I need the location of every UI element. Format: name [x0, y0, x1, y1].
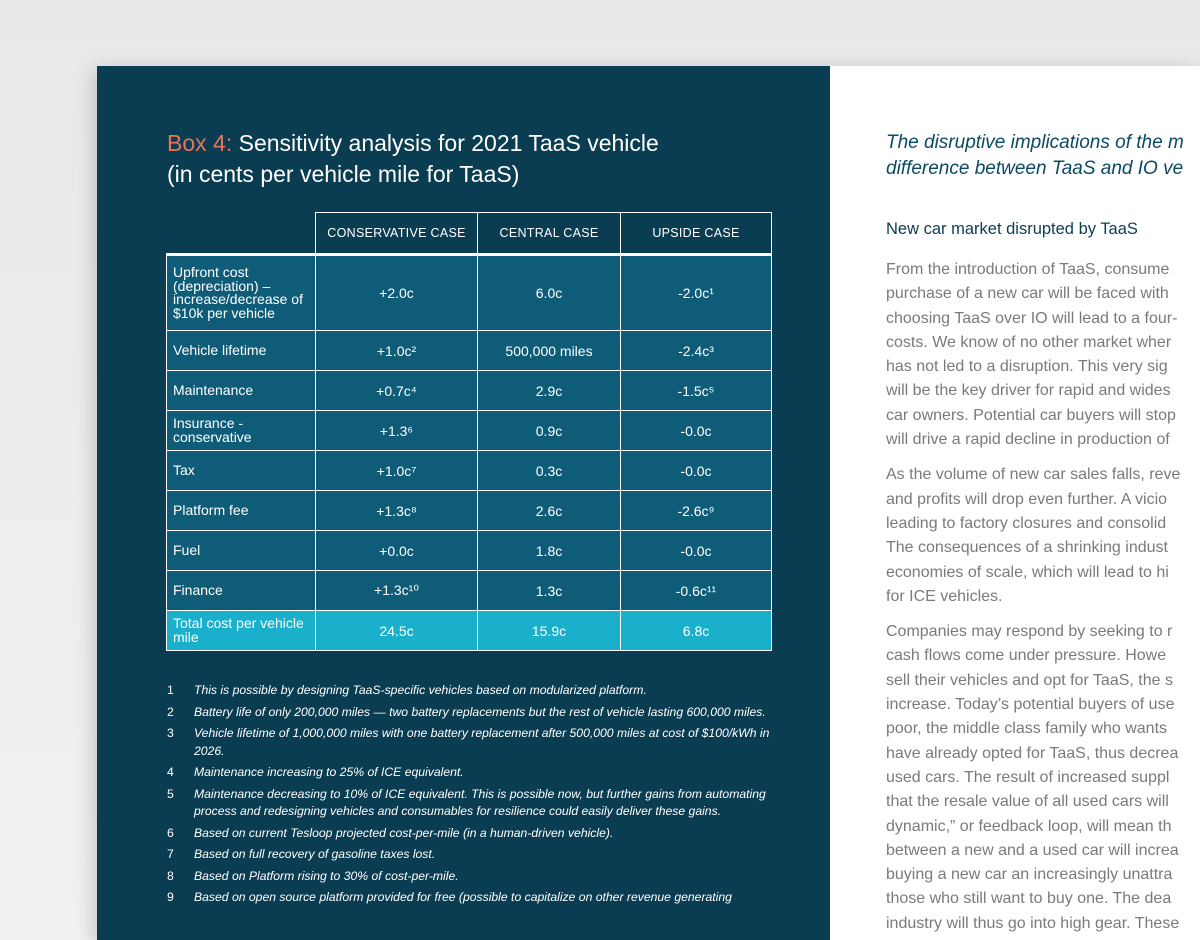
cell-conservative: +1.0c²: [316, 331, 478, 371]
text-line: those who still want to buy one. The dea: [886, 890, 1172, 908]
text-line: will be the key driver for rapid and wides: [886, 382, 1171, 400]
table-row: [167, 411, 772, 451]
footnote-text: Maintenance decreasing to 10% of ICE equivalent. This is possible now, but further gains from automating process and redesigning vehicles and consumables for resilience could easily deliver these gains.: [194, 786, 766, 818]
row-label: Insurance - conservative: [167, 411, 316, 451]
row-label: Fuel: [167, 531, 316, 571]
table-row: [167, 491, 772, 531]
footnote-text: Vehicle lifetime of 1,000,000 miles with one battery replacement after 500,000 miles at cost of $100/kWh in 2026.: [194, 726, 770, 758]
text-line: have already opted for TaaS, thus decrea: [886, 744, 1179, 762]
row-label: Vehicle lifetime: [167, 331, 316, 371]
table-total-row: [167, 611, 772, 651]
cell-conservative: +0.0c: [316, 531, 478, 571]
text-line: costs. We know of no other market wher: [886, 333, 1172, 351]
text-line: leading to factory closures and consolid: [886, 514, 1167, 532]
footnote: [167, 682, 777, 700]
cell-upside: -2.0c¹: [621, 255, 772, 331]
text-line: choosing TaaS over IO will lead to a four-: [886, 309, 1178, 327]
text-line: sell their vehicles and opt for TaaS, the s: [886, 671, 1173, 689]
table-row: [167, 451, 772, 491]
footnote-number: 2: [167, 704, 174, 719]
footnote-text: Based on open source platform provided for free (possible to capitalize on other revenue generating: [194, 890, 732, 904]
cell-central: 1.3c: [478, 571, 621, 611]
row-label: Finance: [167, 571, 316, 611]
header-blank-cell: [167, 213, 316, 255]
footnotes: [167, 682, 777, 911]
footnote: [167, 725, 777, 760]
footnote-number: 4: [167, 765, 174, 779]
cell-upside: -0.0c: [621, 451, 772, 491]
footnote: [167, 846, 777, 864]
footnote-number: 5: [167, 786, 174, 801]
footnote-text: Battery life of only 200,000 miles — two battery replacements but the rest of vehicle lasting 600,000 miles.: [194, 704, 766, 719]
footnote-text: Based on full recovery of gasoline taxes lost.: [194, 847, 436, 861]
table-row: [167, 371, 772, 411]
row-label: Platform fee: [167, 491, 316, 531]
box-label: Box 4:: [167, 130, 233, 156]
cell-conservative: +1.0c⁷: [316, 451, 478, 491]
footnote: [167, 889, 777, 907]
box-title-line2: (in cents per vehicle mile for TaaS): [167, 161, 520, 187]
intro-line: The disruptive implications of the m: [886, 132, 1184, 153]
footnote-text: Based on Platform rising to 30% of cost-per-mile.: [194, 868, 459, 883]
paragraph: [886, 620, 1200, 936]
row-label: Upfront cost (depreciation) – increase/decrease of $10k per vehicle: [167, 255, 316, 331]
text-line: industry will thus go into high gear. These: [886, 914, 1180, 932]
text-line: purchase of a new car will be faced with: [886, 285, 1169, 303]
cell-conservative: +2.0c: [316, 255, 478, 331]
footnote-number: 3: [167, 726, 174, 740]
table-row: [167, 331, 772, 371]
table-row: [167, 255, 772, 331]
footnote-number: 1: [167, 683, 174, 697]
cell-upside: -0.6c¹¹: [621, 571, 772, 611]
row-label: Total cost per vehicle mile: [167, 611, 316, 651]
cell-upside: -0.0c: [621, 531, 772, 571]
text-line: The consequences of a shrinking indust: [886, 539, 1168, 557]
paragraph: [886, 258, 1200, 452]
cell-central: 2.9c: [478, 371, 621, 411]
cell-conservative: +1.3c⁸: [316, 491, 478, 531]
cell-conservative: +1.3c¹⁰: [316, 571, 478, 611]
cell-conservative: 24.5c: [316, 611, 478, 651]
text-line: will drive a rapid decline in production of: [886, 431, 1170, 449]
box-title-line1: Sensitivity analysis for 2021 TaaS vehicle: [238, 130, 659, 156]
cell-central: 2.6c: [478, 491, 621, 531]
text-line: between a new and a used car will increa: [886, 841, 1179, 859]
intro-line: difference between TaaS and IO ve: [886, 158, 1184, 179]
text-line: As the volume of new car sales falls, reve: [886, 466, 1181, 484]
cell-upside: -2.6c⁹: [621, 491, 772, 531]
row-label: Maintenance: [167, 371, 316, 411]
footnote-text: This is possible by designing TaaS-specific vehicles based on modularized platform.: [194, 683, 647, 697]
footnote: [167, 704, 777, 722]
header-conservative: CONSERVATIVE CASE: [316, 213, 478, 255]
footnote: [167, 868, 777, 886]
footnote-number: 9: [167, 890, 174, 904]
text-line: car owners. Potential car buyers will stop: [886, 406, 1176, 424]
footnote: [167, 764, 777, 782]
table-row: [167, 531, 772, 571]
cell-conservative: +1.3⁶: [316, 411, 478, 451]
footnote-number: 8: [167, 868, 174, 883]
text-line: economies of scale, which will lead to hi: [886, 563, 1169, 581]
cell-central: 0.3c: [478, 451, 621, 491]
text-line: that the resale value of all used cars will: [886, 793, 1169, 811]
article-body: [886, 258, 1200, 940]
header-upside: UPSIDE CASE: [621, 213, 772, 255]
text-line: From the introduction of TaaS, consume: [886, 261, 1170, 278]
text-line: for ICE vehicles.: [886, 587, 1003, 605]
section-heading: New car market disrupted by TaaS: [886, 220, 1138, 238]
sensitivity-table: [166, 212, 772, 651]
cell-conservative: +0.7c⁴: [316, 371, 478, 411]
cell-upside: -1.5c⁵: [621, 371, 772, 411]
footnote-number: 7: [167, 847, 174, 861]
footnote-text: Maintenance increasing to 25% of ICE equivalent.: [194, 765, 464, 779]
paragraph: [886, 463, 1200, 609]
cell-central: 500,000 miles: [478, 331, 621, 371]
footnote-number: 6: [167, 825, 174, 840]
cell-central: 6.0c: [478, 255, 621, 331]
table-header-row: [167, 213, 772, 255]
text-line: used cars. The result of increased suppl: [886, 768, 1170, 786]
cell-upside: -2.4c³: [621, 331, 772, 371]
cell-central: 0.9c: [478, 411, 621, 451]
header-central: CENTRAL CASE: [478, 213, 621, 255]
sidebar-box-panel: [97, 66, 830, 940]
cell-central: 15.9c: [478, 611, 621, 651]
text-line: has not led to a disruption. This very sig: [886, 358, 1168, 376]
text-line: buying a new car an increasingly unattra: [886, 866, 1173, 884]
box-title: [167, 128, 787, 190]
intro-quote: [886, 130, 1200, 182]
footnote: [167, 786, 777, 821]
cell-central: 1.8c: [478, 531, 621, 571]
row-label: Tax: [167, 451, 316, 491]
table-row: [167, 571, 772, 611]
text-line: and profits will drop even further. A vicio: [886, 490, 1168, 508]
text-line: Companies may respond by seeking to r: [886, 623, 1173, 641]
text-line: dynamic,” or feedback loop, will mean th: [886, 817, 1172, 835]
cell-upside: -0.0c: [621, 411, 772, 451]
text-line: cash flows come under pressure. Howe: [886, 647, 1167, 665]
document-spread: [97, 66, 1200, 940]
text-line: increase. Today’s potential buyers of use: [886, 696, 1175, 714]
text-line: poor, the middle class family who wants: [886, 720, 1168, 738]
article-column: [830, 66, 1200, 940]
footnote-text: Based on current Tesloop projected cost-per-mile (in a human-driven vehicle).: [194, 825, 614, 840]
footnote: [167, 825, 777, 843]
cell-upside: 6.8c: [621, 611, 772, 651]
